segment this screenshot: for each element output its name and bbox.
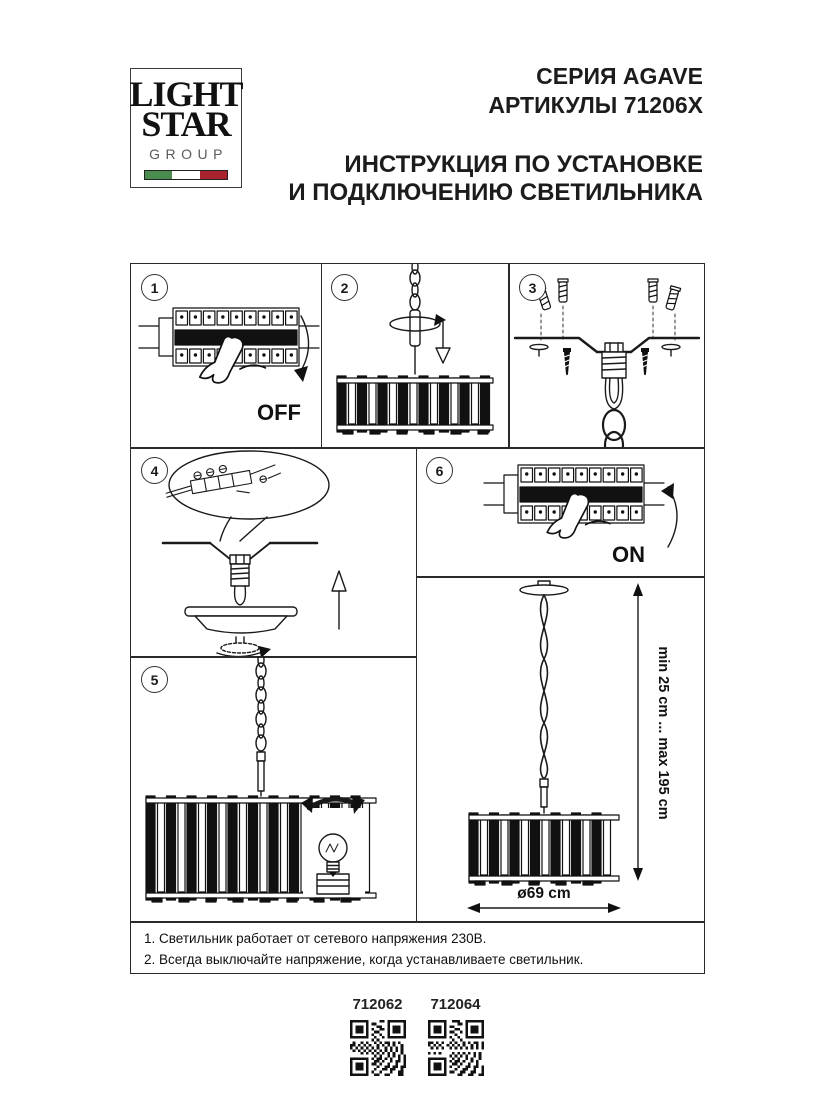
step-number: 4 <box>150 462 159 479</box>
step-circle-3 <box>519 274 546 301</box>
chandelier-dimensions-illustration <box>416 576 704 921</box>
instruction-title-line1: ИНСТРУКЦИЯ ПО УСТАНОВКЕ <box>344 151 703 178</box>
on-label: ON <box>612 542 645 567</box>
qr-code <box>350 1020 406 1076</box>
step-number: 5 <box>150 671 159 688</box>
bulb-installation-illustration <box>131 656 416 921</box>
panel-step-2 <box>321 264 509 447</box>
step-circle-2 <box>331 274 358 301</box>
step-circle-6 <box>426 457 453 484</box>
circuit-breaker-on-illustration <box>416 447 704 576</box>
lightstar-logo <box>130 68 242 188</box>
step-number: 2 <box>340 279 349 296</box>
panel-step-3 <box>509 264 704 447</box>
note-line-1: 1. Светильник работает от сетевого напряжения 230В. <box>144 931 487 946</box>
note-line-2: 2. Всегда выключайте напряжение, когда устанавливаете светильник. <box>144 951 584 967</box>
panel-step-5 <box>131 656 416 921</box>
product-column <box>428 996 484 1081</box>
product-article: 712062 <box>352 996 403 1013</box>
product-article: 712064 <box>430 996 481 1013</box>
header <box>288 63 703 206</box>
flag-red-segment <box>200 171 227 179</box>
series-title: СЕРИЯ AGAVE <box>536 63 703 89</box>
logo-group-text: GROUP <box>149 146 228 162</box>
height-range-label: min 25 cm ... max 195 cm <box>655 646 671 820</box>
panel-step-1 <box>131 264 321 447</box>
step-number: 1 <box>150 279 159 296</box>
step-circle-4 <box>141 457 168 484</box>
logo-light-text: LIGHT <box>129 74 243 114</box>
flag-white-segment <box>172 171 199 179</box>
panel-step-6 <box>416 447 704 576</box>
steps-grid <box>130 263 705 974</box>
step-number: 6 <box>435 462 444 479</box>
step-circle-5 <box>141 666 168 693</box>
notes-box <box>131 921 704 973</box>
product-articles <box>130 996 703 1081</box>
logo-star-text: STAR <box>141 104 231 144</box>
qr-code <box>428 1020 484 1076</box>
step-circle-1 <box>141 274 168 301</box>
italy-flag-icon <box>144 170 228 180</box>
off-label: OFF <box>257 400 301 425</box>
flag-green-segment <box>145 171 172 179</box>
diameter-label: ø69 cm <box>517 885 571 902</box>
panel-dimensions <box>416 576 704 921</box>
panel-step-4 <box>131 447 416 656</box>
articles-title: АРТИКУЛЫ 71206X <box>488 92 703 118</box>
wiring-canopy-illustration <box>131 447 416 656</box>
step-number: 3 <box>528 279 537 296</box>
product-column <box>350 996 406 1081</box>
instruction-title-line2: И ПОДКЛЮЧЕНИЮ СВЕТИЛЬНИКА <box>288 179 703 206</box>
